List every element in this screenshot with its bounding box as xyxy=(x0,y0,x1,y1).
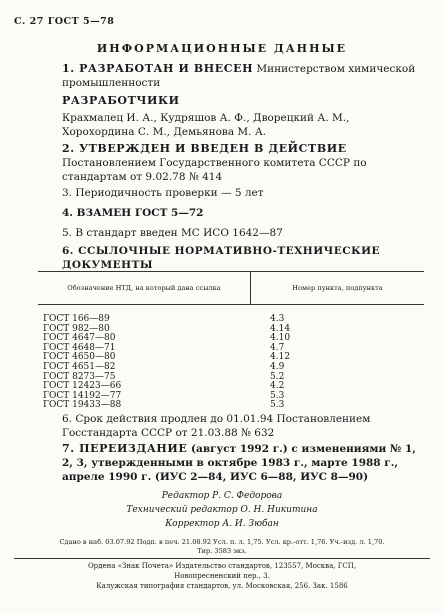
corrector-line: Корректор А. И. Зюбан xyxy=(165,519,279,529)
page-title: ИНФОРМАЦИОННЫЕ ДАННЫЕ xyxy=(96,42,348,55)
table-cell-designation: ГОСТ 8273—75 xyxy=(43,371,116,382)
table-cell-clause: 5.3 xyxy=(270,400,285,411)
table-cell-clause: 4.12 xyxy=(270,352,291,363)
imprint-line-2: Тир. 3583 экз. xyxy=(197,547,247,555)
developers-heading: РАЗРАБОТЧИКИ xyxy=(62,94,180,107)
page-header: С. 27 ГОСТ 5—78 xyxy=(14,16,115,27)
table-cell-clause: 5.2 xyxy=(270,371,285,382)
table-cell-designation: ГОСТ 4650—80 xyxy=(43,352,116,363)
table-cell-clause: 4.3 xyxy=(270,314,285,324)
table-body xyxy=(38,315,424,411)
table-cell-designation: ГОСТ 14192—77 xyxy=(43,390,122,401)
table-header xyxy=(38,271,424,305)
section-3: 3. Периодичность проверки — 5 лет xyxy=(62,187,264,199)
section-2-text: Постановлением Государственного комитета СССР по стандартам от 9.02.78 № 414 xyxy=(62,157,367,183)
table-cell-clause: 4.2 xyxy=(270,381,285,392)
developers-list: Крахмалец И. А., Кудряшов А. Ф., Дворецкий А. М., Хорохордина С. М., Демьянова М. А. xyxy=(62,112,350,138)
divider xyxy=(14,558,430,559)
table-cell-designation: ГОСТ 4647—80 xyxy=(43,333,116,344)
publisher-line-1: Ордена «Знак Почета» Издательство стандартов, 123557, Москва, ГСП, xyxy=(87,562,357,570)
table-cell-designation: ГОСТ 12423—66 xyxy=(43,381,122,392)
section-1-caps: 1. РАЗРАБОТАН И ВНЕСЕН xyxy=(62,62,254,75)
table-cell-clause: 4.7 xyxy=(270,342,285,353)
tech-editor-line: Технический редактор О. Н. Никитина xyxy=(126,505,318,515)
table-cell-clause: 4.14 xyxy=(270,323,291,334)
section-7-caps: 7. ПЕРЕИЗДАНИЕ xyxy=(62,442,188,455)
table-cell-designation: ГОСТ 982—80 xyxy=(43,323,110,334)
table-col-designation: Обозначение НТД, на который дана ссылка xyxy=(38,272,251,304)
publisher-line-2: Новопресненский пер., 3. xyxy=(174,572,270,580)
table-row xyxy=(38,401,424,411)
table-col-clause: Номер пункта, подпункта xyxy=(292,284,383,292)
editor-line: Редактор Р. С. Федорова xyxy=(161,491,283,501)
section-7-text: (август 1992 г.) с изменениями № 1, 2, 3, утвержденными в октябре 1983 г., марте 1988 г., апреле 1990 г. (ИУС 2—84, ИУС 6—88, ИУС 8—90) xyxy=(62,443,416,483)
section-7 xyxy=(62,442,422,484)
publisher-line-3: Калужская типография стандартов, ул. Московская, 256. Зак. 1586 xyxy=(96,582,348,590)
section-1-text: Министерством химической промышленности xyxy=(62,63,416,89)
section-2 xyxy=(62,142,422,184)
section-6: 6. ССЫЛОЧНЫЕ НОРМАТИВНО-ТЕХНИЧЕСКИЕ ДОКУМЕНТЫ xyxy=(62,245,381,271)
table-cell-designation: ГОСТ 19433—88 xyxy=(43,400,122,411)
table-cell-designation: ГОСТ 166—89 xyxy=(43,314,110,324)
imprint-line-1: Сдано в наб. 03.07.92 Подп. в печ. 21.08.92 Усл. п. л. 1,75. Усл. кр.-отт. 1,76. Уч.-изд. л. 1,70. xyxy=(59,538,385,546)
table-cell-clause: 4.9 xyxy=(270,361,285,372)
section-5: 5. В стандарт введен МС ИСО 1642—87 xyxy=(62,227,283,239)
section-6-validity: 6. Срок действия продлен до 01.01.94 Постановлением Госстандарта СССР от 21.03.88 № 632 xyxy=(62,413,371,439)
section-2-caps: 2. УТВЕРЖДЕН И ВВЕДЕН В ДЕЙСТВИЕ xyxy=(62,142,347,155)
references-table xyxy=(38,271,424,411)
table-cell-designation: ГОСТ 4651—82 xyxy=(43,361,116,372)
table-cell-designation: ГОСТ 4648—71 xyxy=(43,342,116,353)
section-4: 4. ВЗАМЕН ГОСТ 5—72 xyxy=(62,207,204,219)
section-1 xyxy=(62,62,422,90)
table-cell-clause: 5.3 xyxy=(270,390,285,401)
table-cell-clause: 4.10 xyxy=(270,333,291,344)
